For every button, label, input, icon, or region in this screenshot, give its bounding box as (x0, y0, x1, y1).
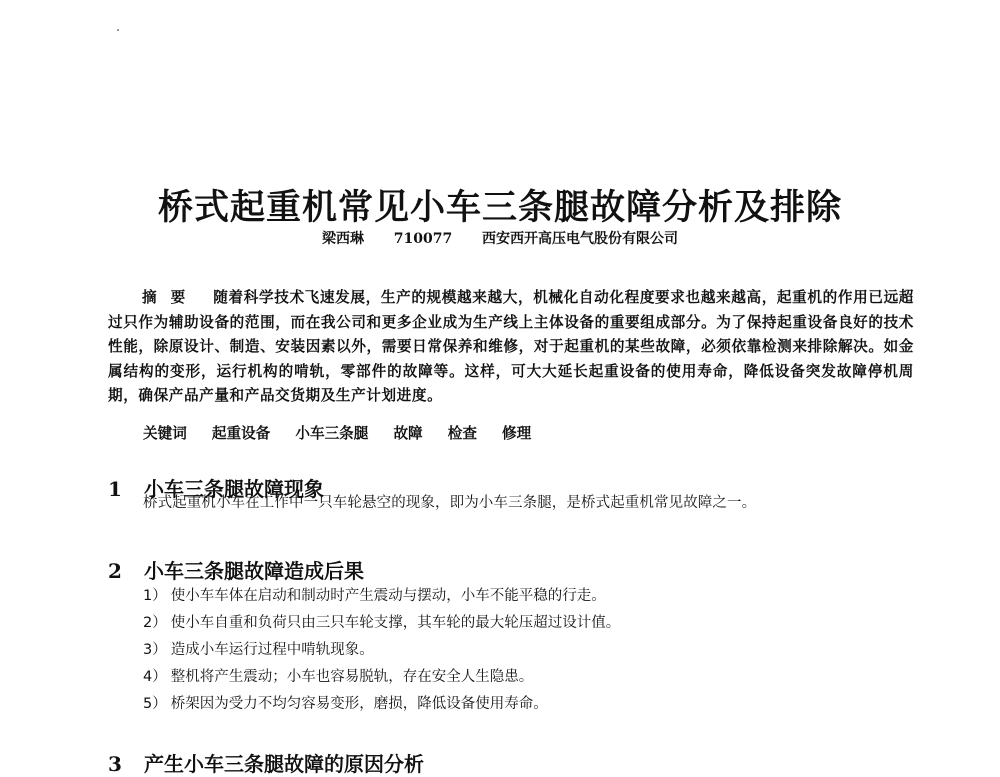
list-text: 使小车车体在启动和制动时产生震动与摆动，小车不能平稳的行走。 (170, 588, 606, 604)
scan-artifact-dot (117, 29, 119, 31)
keyword: 修理 (502, 425, 532, 442)
list-index: 2） (143, 615, 167, 631)
section-heading-2 (108, 555, 364, 584)
list-text: 整机将产生震动；小车也容易脱轨，存在安全人生隐患。 (170, 669, 534, 685)
author-affiliation: 西安西开高压电气股份有限公司 (481, 231, 678, 247)
section-title: 小车三条腿故障现象 (144, 476, 324, 501)
list-item (143, 584, 606, 605)
list-item (143, 638, 374, 659)
keyword: 检查 (447, 425, 477, 442)
abstract-text: 随着科学技术飞速发展，生产的规模越来越大，机械化自动化程度要求也越来越高，起重机的作用已远超过只作为辅助设备的范围，而在我公司和更多企业成为生产线上主体设备的重要组成部分。为了保持起重设备良好的技术性能，除原设计、制造、安装因素以外，需要日常保养和维修，对于起重机的某些故障，必须依靠检测来排除解决。如金属结构的变形，运行机构的啃轨，零部件的故障等。这样，可大大延长起重设备的使用寿命，降低设备突发故障停机周期，确保产品产量和产品交货期及生产计划进度。 (108, 289, 914, 404)
author-postcode: 710077 (393, 231, 453, 247)
keyword: 小车三条腿 (295, 425, 369, 442)
keywords-label: 关键词 (143, 425, 187, 442)
paper-title: 桥式起重机常见小车三条腿故障分析及排除 (157, 188, 842, 229)
abstract-label: 摘要 (142, 289, 200, 306)
keywords (143, 422, 551, 443)
section-number: 3 (108, 751, 122, 776)
list-index: 3） (143, 642, 167, 658)
section-number: 2 (108, 558, 122, 583)
keyword: 起重设备 (211, 425, 271, 442)
list-text: 造成小车运行过程中啃轨现象。 (170, 642, 374, 658)
abstract (108, 286, 914, 409)
list-index: 1） (143, 588, 167, 604)
author-line (0, 228, 1000, 248)
list-item (143, 692, 548, 713)
section-title: 小车三条腿故障造成后果 (144, 558, 364, 583)
list-text: 桥架因为受力不均匀容易变形，磨损，降低设备使用寿命。 (170, 696, 548, 712)
list-item (143, 611, 620, 632)
list-index: 4） (143, 669, 167, 685)
section-heading-3 (108, 748, 424, 777)
section-title: 产生小车三条腿故障的原因分析 (144, 751, 424, 776)
list-item (143, 665, 533, 686)
keyword: 故障 (393, 425, 423, 442)
section-1-paragraph: 桥式起重机小车在工作中一只车轮悬空的现象，即为小车三条腿，是桥式起重机常见故障之一。 (143, 495, 757, 511)
list-index: 5） (143, 696, 167, 712)
section-number: 1 (108, 476, 122, 501)
list-text: 使小车自重和负荷只由三只车轮支撑，其车轮的最大轮压超过设计值。 (170, 615, 621, 631)
author-name: 梁西琳 (322, 231, 365, 247)
